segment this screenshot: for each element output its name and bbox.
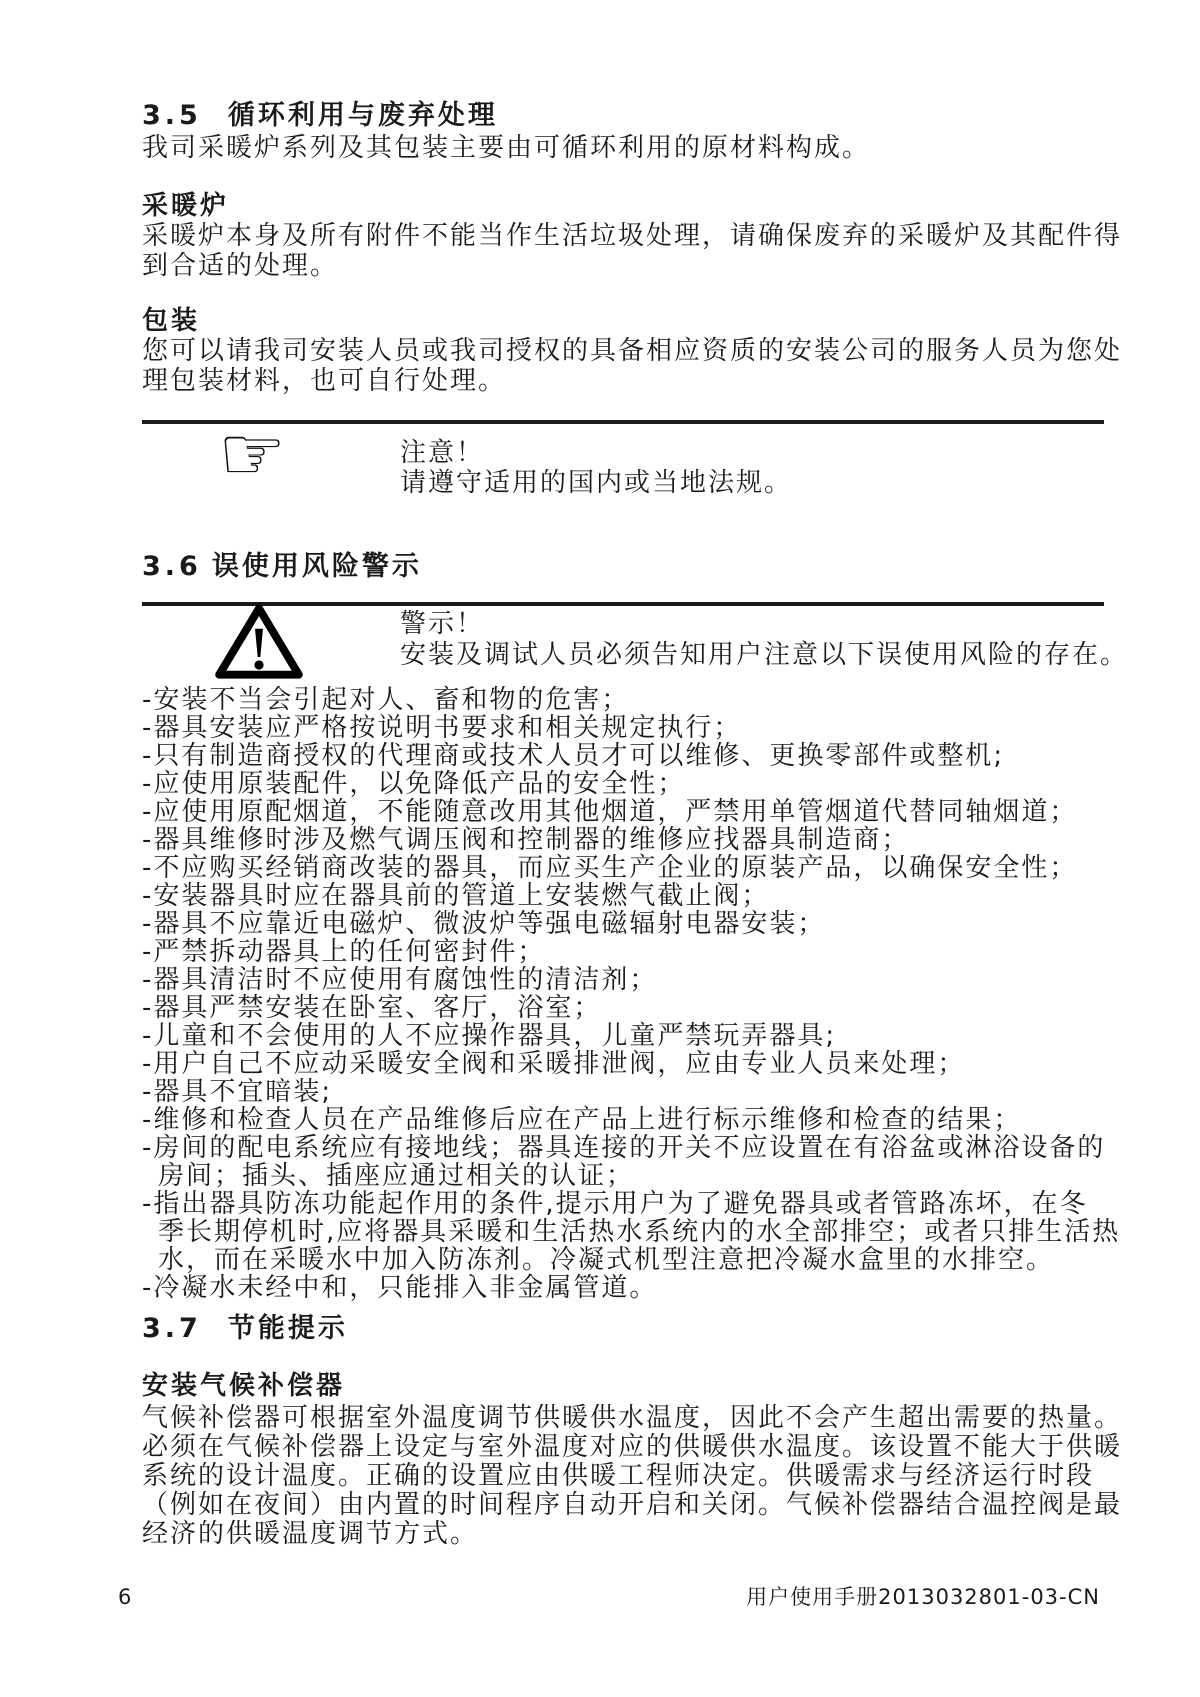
warning-body: 安装及调试人员必须告知用户注意以下误使用风险的存在。: [400, 640, 1129, 670]
section-3-5-heading: [142, 100, 498, 132]
text-line: （例如在夜间）由内置的时间程序自动开启和关闭。气候补偿器结合温控阀是最: [142, 1490, 1123, 1520]
pointing-hand-icon: ☞: [218, 409, 287, 498]
text-line: -应使用原装配件，以免降低产品的安全性；: [142, 769, 686, 799]
bullet-item: [142, 1050, 1120, 1078]
weather-compensator-subheading: 安装气候补偿器: [142, 1371, 346, 1401]
text-line: 房间；插头、插座应通过相关的认证；: [158, 1161, 635, 1191]
text-line: -用户自己不应动采暖安全阀和采暖排泄阀，应由专业人员来处理；: [142, 1049, 966, 1079]
text-line: -应使用原配烟道，不能随意改用其他烟道，严禁用单管烟道代替同轴烟道；: [142, 797, 1078, 827]
text-line: 季长期停机时,应将器具采暖和生活热水系统内的水全部排空；或者只排生活热: [158, 1217, 1121, 1247]
bullet-item: [142, 1274, 1120, 1302]
bullet-item: [142, 854, 1120, 882]
packaging-subheading: 包装: [142, 306, 201, 336]
section-number: 3.5: [142, 100, 202, 131]
text-line: 到合适的处理。: [142, 251, 339, 281]
section-title: 节能提示: [227, 1313, 348, 1344]
text-line: -器具安装应严格按说明书要求和相关规定执行；: [142, 713, 742, 743]
divider-rule: [142, 420, 1104, 424]
text-line: -不应购买经销商改装的器具，而应买生产企业的原装产品，以确保安全性；: [142, 853, 1078, 883]
text-line: -严禁拆动器具上的任何密封件；: [142, 937, 546, 967]
bullet-item: [142, 826, 1120, 854]
bullet-item: [142, 910, 1120, 938]
text-line: -冷凝水未经中和，只能排入非金属管道。: [142, 1273, 658, 1303]
text-line: -指出器具防冻功能起作用的条件,提示用户为了避免器具或者管路冻坏，在冬: [142, 1189, 1088, 1219]
text-line: -维修和检查人员在产品维修后应在产品上进行标示维修和检查的结果；: [142, 1105, 1022, 1135]
text-line: 理包装材料，也可自行处理。: [142, 366, 507, 396]
bullet-item: [142, 1106, 1120, 1134]
packaging-paragraph: [142, 336, 1122, 396]
text-line: -安装不当会引起对人、畜和物的危害；: [142, 685, 630, 715]
bullet-item: [142, 1022, 1120, 1050]
bullet-item: [142, 1190, 1120, 1274]
text-line: -儿童和不会使用的人不应操作器具，儿童严禁玩弄器具;: [142, 1021, 837, 1051]
section-3-5-intro: 我司采暖炉系列及其包装主要由可循环利用的原材料构成。: [142, 133, 871, 163]
bullet-item: [142, 686, 1120, 714]
text-line: -器具清洁时不应使用有腐蚀性的清洁剂；: [142, 965, 658, 995]
text-line: -器具严禁安装在卧室、客厅，浴室；: [142, 993, 602, 1023]
bullet-item: [142, 1134, 1120, 1190]
text-line: -器具不应靠近电磁炉、微波炉等强电磁辐射电器安装；: [142, 909, 826, 939]
notice-title: 注意！: [400, 438, 485, 468]
furnace-subheading: 采暖炉: [142, 191, 230, 221]
bullet-item: [142, 770, 1120, 798]
text-line: 必须在气候补偿器上设定与室外温度对应的供暖供水温度。该设置不能大于供暖: [142, 1432, 1123, 1462]
text-line: -房间的配电系统应有接地线；器具连接的开关不应设置在有浴盆或淋浴设备的: [142, 1133, 1106, 1163]
bullet-item: [142, 714, 1120, 742]
text-line: -器具维修时涉及燃气调压阀和控制器的维修应找器具制造商；: [142, 825, 910, 855]
section-title: 误使用风险警示: [211, 551, 422, 582]
document-code: 用户使用手册2013032801-03-CN: [746, 1585, 1100, 1609]
text-line: 气候补偿器可根据室外温度调节供暖供水温度，因此不会产生超出需要的热量。: [142, 1403, 1123, 1433]
text-line: -只有制造商授权的代理商或技术人员才可以维修、更换零部件或整机;: [142, 741, 1005, 771]
section-number: 3.6: [142, 551, 202, 582]
text-line: 经济的供暖温度调节方式。: [142, 1519, 479, 1549]
text-line: -器具不宜暗装;: [142, 1077, 333, 1107]
misuse-risk-list: [142, 686, 1120, 1302]
bullet-item: [142, 938, 1120, 966]
section-title: 循环利用与废弃处理: [227, 100, 498, 131]
weather-compensator-paragraph: [142, 1404, 1122, 1549]
bullet-item: [142, 798, 1120, 826]
text-line: 您可以请我司安装人员或我司授权的具备相应资质的安装公司的服务人员为您处: [142, 336, 1123, 366]
bullet-item: [142, 994, 1120, 1022]
text-line: 系统的设计温度。正确的设置应由供暖工程师决定。供暖需求与经济运行时段: [142, 1461, 1095, 1491]
page-number: 6: [118, 1585, 132, 1609]
text-line: 水，而在采暖水中加入防冻剂。冷凝式机型注意把冷凝水盒里的水排空。: [158, 1245, 1055, 1275]
section-3-7-heading: [142, 1313, 348, 1345]
section-3-6-heading: [142, 551, 422, 583]
bullet-item: [142, 882, 1120, 910]
text-line: 采暖炉本身及所有附件不能当作生活垃圾处理，请确保废弃的采暖炉及其配件得: [142, 221, 1123, 251]
notice-body: 请遵守适用的国内或当地法规。: [400, 468, 793, 498]
bullet-item: [142, 966, 1120, 994]
section-number: 3.7: [142, 1313, 202, 1344]
warning-triangle-icon: [214, 604, 304, 680]
furnace-paragraph: [142, 221, 1122, 281]
warning-title: 警示！: [400, 609, 485, 639]
text-line: -安装器具时应在器具前的管道上安装燃气截止阀；: [142, 881, 770, 911]
bullet-item: [142, 742, 1120, 770]
bullet-item: [142, 1078, 1120, 1106]
